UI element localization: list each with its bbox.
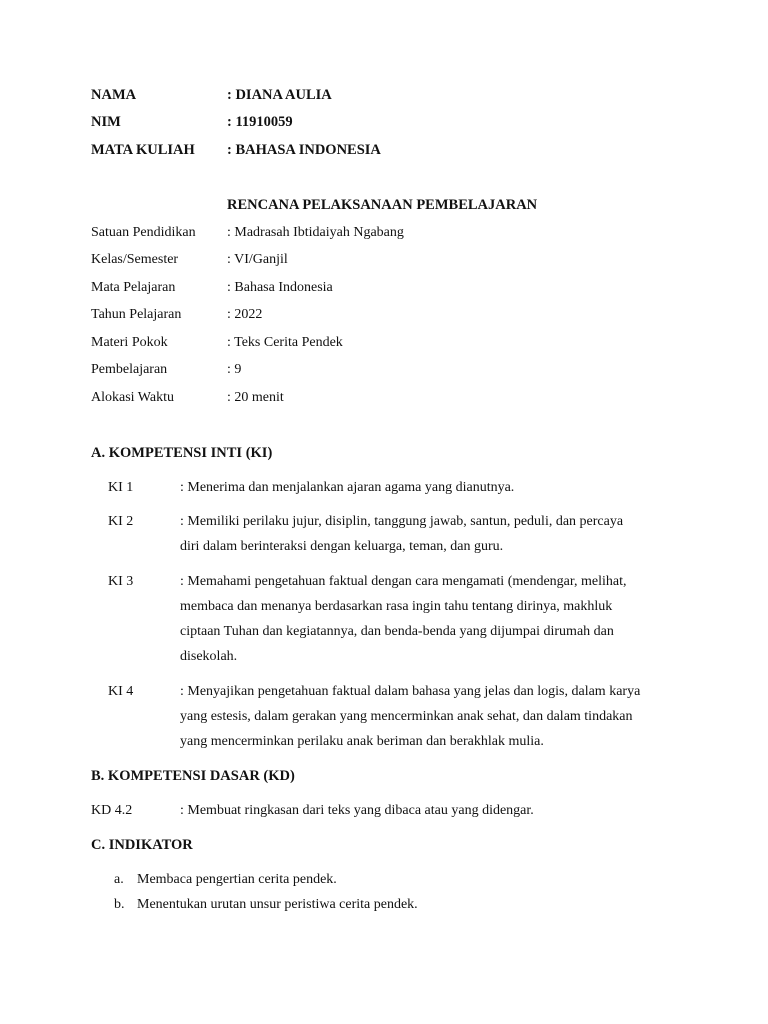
ki-item bbox=[0, 480, 768, 500]
identitas-label: Kelas/Semester bbox=[91, 252, 179, 267]
indikator-marker: b. bbox=[114, 897, 125, 912]
indikator-text: Membaca pengertian cerita pendek. bbox=[137, 872, 337, 887]
mata-kuliah-label: MATA KULIAH bbox=[91, 142, 195, 158]
identitas-label: Satuan Pendidikan bbox=[91, 225, 196, 240]
identitas-label: Pembelajaran bbox=[91, 362, 168, 377]
section-a-title: A. KOMPETENSI INTI (KI) bbox=[91, 445, 273, 461]
indikator-text: Menentukan urutan unsur peristiwa cerita pendek. bbox=[137, 897, 418, 912]
section-c-title: C. INDIKATOR bbox=[91, 837, 193, 853]
identitas-value: : 2022 bbox=[227, 307, 263, 322]
ki-text: : Memahami pengetahuan faktual dengan cara mengamati (mendengar, melihat, bbox=[180, 574, 627, 589]
identitas-value: : Bahasa Indonesia bbox=[227, 280, 333, 295]
identitas-row bbox=[0, 280, 768, 300]
ki-label: KI 1 bbox=[108, 480, 134, 495]
ki-item bbox=[0, 684, 768, 704]
kd-item bbox=[0, 803, 768, 823]
identitas-row bbox=[0, 362, 768, 382]
ki-text: yang mencerminkan perilaku anak beriman dan berakhlak mulia. bbox=[180, 734, 544, 749]
identitas-row bbox=[0, 307, 768, 327]
ki-text: : Memiliki perilaku jujur, disiplin, tanggung jawab, santun, peduli, dan percaya bbox=[180, 514, 624, 529]
identitas-value: : Madrasah Ibtidaiyah Ngabang bbox=[227, 225, 404, 240]
ki-text: : Menerima dan menjalankan ajaran agama yang dianutnya. bbox=[180, 480, 515, 495]
identitas-row bbox=[0, 390, 768, 410]
kd-label: KD 4.2 bbox=[91, 803, 133, 818]
indikator-marker: a. bbox=[114, 872, 124, 887]
identitas-value: : VI/Ganjil bbox=[227, 252, 288, 267]
identitas-label: Tahun Pelajaran bbox=[91, 307, 182, 322]
ki-label: KI 3 bbox=[108, 574, 134, 589]
ki-text-continued bbox=[0, 599, 768, 619]
identitas-row bbox=[0, 252, 768, 272]
ki-text: yang estesis, dalam gerakan yang mencerminkan anak sehat, dan dalam tindakan bbox=[180, 709, 633, 724]
identitas-label: Alokasi Waktu bbox=[91, 390, 174, 405]
rpp-title: RENCANA PELAKSANAAN PEMBELAJARAN bbox=[227, 197, 538, 213]
identitas-label: Materi Pokok bbox=[91, 335, 168, 350]
nama-value: : DIANA AULIA bbox=[227, 87, 332, 103]
indikator-item bbox=[0, 872, 768, 892]
ki-text-continued bbox=[0, 624, 768, 644]
kd-text: : Membuat ringkasan dari teks yang dibaca atau yang didengar. bbox=[180, 803, 534, 818]
ki-item bbox=[0, 574, 768, 594]
ki-text: diri dalam berinteraksi dengan keluarga, teman, dan guru. bbox=[180, 539, 504, 554]
identitas-label: Mata Pelajaran bbox=[91, 280, 176, 295]
ki-item bbox=[0, 514, 768, 534]
ki-label: KI 2 bbox=[108, 514, 134, 529]
ki-text-continued bbox=[0, 539, 768, 559]
ki-text: ciptaan Tuhan dan kegiatannya, dan benda-benda yang dijumpai dirumah dan bbox=[180, 624, 614, 639]
indikator-item bbox=[0, 897, 768, 917]
nama-label: NAMA bbox=[91, 87, 137, 103]
ki-label: KI 4 bbox=[108, 684, 134, 699]
ki-text: : Menyajikan pengetahuan faktual dalam bahasa yang jelas dan logis, dalam karya bbox=[180, 684, 641, 699]
nim-value: : 11910059 bbox=[227, 114, 293, 130]
ki-text-continued bbox=[0, 649, 768, 669]
ki-text: disekolah. bbox=[180, 649, 238, 664]
identitas-value: : Teks Cerita Pendek bbox=[227, 335, 343, 350]
nim-label: NIM bbox=[91, 114, 121, 130]
mata-kuliah-value: : BAHASA INDONESIA bbox=[227, 142, 381, 158]
ki-text: membaca dan menanya berdasarkan rasa ingin tahu tentang dirinya, makhluk bbox=[180, 599, 613, 614]
identitas-row bbox=[0, 335, 768, 355]
identitas-value: : 9 bbox=[227, 362, 242, 377]
ki-text-continued bbox=[0, 734, 768, 754]
identitas-row bbox=[0, 225, 768, 245]
section-b-title: B. KOMPETENSI DASAR (KD) bbox=[91, 768, 295, 784]
identitas-value: : 20 menit bbox=[227, 390, 284, 405]
ki-text-continued bbox=[0, 709, 768, 729]
